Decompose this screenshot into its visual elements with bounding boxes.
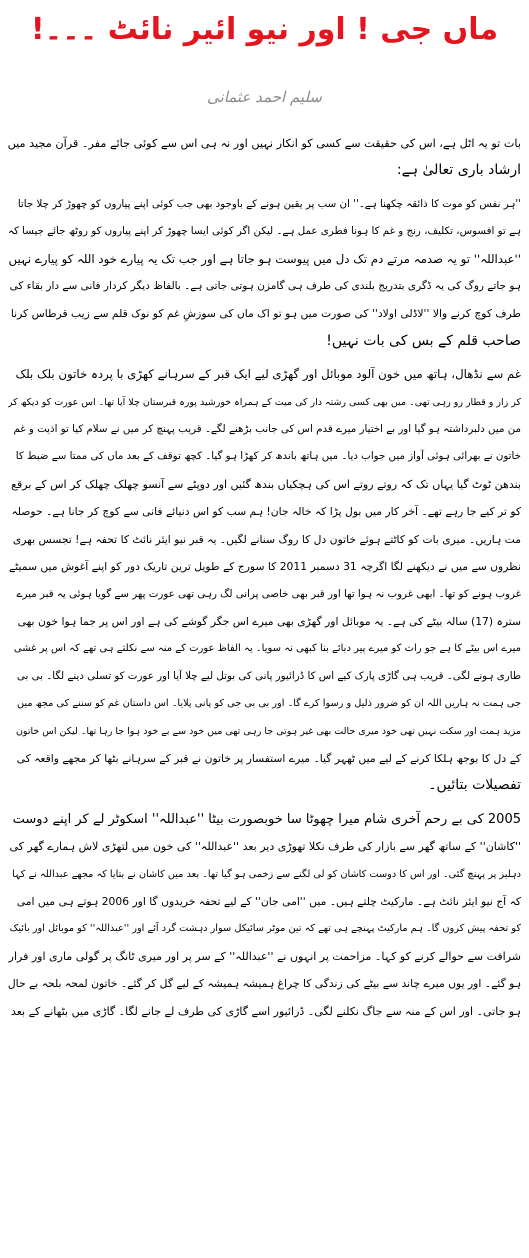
paragraph-line: شرافت سے حوالے کرنے کو کہا۔ مزاحمت پر انہوں نے ''عبداللہ'' کے سر پر اور میری ٹانگ پر گولی ماری اور فرار xyxy=(8,949,521,963)
paragraph xyxy=(8,361,521,800)
paragraph-line: کے دل کا بوجھ ہلکا کرنے کے لیے میں ٹھہر گیا۔ میرے استفسار پر خاتون نے قبر کے سرہانے بٹھا کر مجھے واقعہ کی xyxy=(16,751,521,765)
paragraph-line: ہو جاتی۔ اور اس کے منہ سے جاگ نکلنے لگی۔ ڈرائیور اسے گاڑی کی طرف لے جانے لگا۔ گاڑی میں بٹھانے کے بعد xyxy=(10,1004,521,1018)
paragraph-line: ''ہر نفس کو موت کا ذائقہ چکھنا ہے۔'' ان سب پر یقین ہونے کے باوجود بھی جب کوئی اپنے پیاروں کو چھوڑ کر چلا جاتا xyxy=(17,197,521,210)
paragraph-line: 2005 کی بے رحم آخری شام میرا چھوٹا سا خوبصورت بیٹا ''عبداللہ'' اسکوٹر لے کر اپنے دوست xyxy=(12,811,521,827)
paragraph-line: بات تو یہ اٹل ہے، اس کی حقیقت سے کسی کو انکار نہیں اور نہ ہی اس سے کوئی جائے مفر۔ قرآن مجید میں xyxy=(8,137,521,150)
author-byline: سلیم احمد عثمانی xyxy=(207,88,322,106)
paragraph-line: مت ہاریں۔ میری بات کو کاٹتے ہوئے خاتون دل کا روگ سنانے لگیں۔ یہ قبر نیو ایئر نائٹ کا تحفہ ہے! تجسس بھری xyxy=(12,532,521,546)
paragraph-line: بندھن ٹوٹ گیا یہاں تک کہ روتے روتے اس کی ہچکیاں بندھ گئیں اور دوپٹے سے آنسو چھلک چھلک کر اس کے برقع xyxy=(11,477,521,491)
paragraph-line: ارشاد باری تعالیٰ ہے: xyxy=(396,162,521,179)
paragraph-line: کر زار و قطار رو رہی تھی۔ میں بھی کسی رشتہ دار کی میت کے ہمراہ خورشید پورہ قبرستان چلا آیا تھا۔ اس عورت کو دیکھ کر xyxy=(8,396,521,408)
paragraph-line: طرف کوچ کرنے والا ''لاڈلی اولاد'' کی صورت میں ہو تو اک ماں کی سوزشِ غم کو نوک قلم سے زیب قرطاس کرنا xyxy=(10,307,521,321)
paragraph-line: جی ہمت نہ ہاریں اللہ ان کو ضرور ذلیل و رسوا کرے گا۔ اور بی بی جی کو پانی پلایا۔ اس داستان غم کو سننے کی مجھ میں xyxy=(16,698,521,710)
paragraph-line: ہو گئے۔ اور یوں میرے چاند سے بیٹے کی زندگی کا چراغ ہمیشہ ہمیشہ کے لیے گل کر گئے۔ خاتون لمحہ بلحہ بے حال xyxy=(8,977,521,991)
paragraph-line: میرے اس بیٹے کا ہے جو رات کو میرے پیر دبائے بنا کبھی نہ سویا۔ یہ الفاظ عورت کے منہ سے نکلتے ہی تھے کہ اس پر غشی xyxy=(13,643,521,655)
paragraph-line: سترہ (17) سالہ بیٹے کی ہے۔ یہ موبائل اور گھڑی بھی میرے اس جگر گوشے کی ہے اور اس پر جما ہوا خون بھی xyxy=(17,614,521,628)
paragraph xyxy=(8,130,521,185)
paragraph-line: نظروں سے میں نے دیکھنے لگا اگرچہ 31 دسمبر 2011 کا سورج کے طویل ترین تاریک دور کو اپنے آغوش میں سمیٹے xyxy=(8,560,521,574)
paragraph-line: صاحب قلم کے بس کی بات نہیں! xyxy=(326,332,521,349)
paragraph-line: تفصیلات بتائیں۔ xyxy=(428,777,521,794)
paragraph-line: کو تحفہ پیش کروں گا۔ ہم مارکیٹ پہنچے ہی تھے کہ تین موٹر سائیکل سوار دہشت گرد آئے اور ''عبداللہ'' کو موبائل اور بائیک xyxy=(9,923,521,935)
paragraph-line: کو تر کیے جا رہے تھے۔ آخر کار میں بول پڑا کہ خالہ جان! ہم سب کو اس دنیائے فانی سے کوچ کر جانا ہے۔ حوصلہ xyxy=(11,505,521,519)
article-title: ماں جی ! اور نیو ائیر نائٹ ۔۔۔! xyxy=(30,12,499,47)
paragraph xyxy=(8,806,521,1025)
paragraph-line: کہ آج نیو ایئر نائٹ ہے۔ مارکیٹ چلتے ہیں۔ میں ''امی جان'' کے لیے تحفہ خریدوں گا اور 2006 ہوتے ہی میں امی xyxy=(16,894,521,908)
paragraph-line: ہے تو افسوس، تکلیف، رنج و غم کا ہونا فطری عمل ہے۔ لیکن اگر کوئی ایسا چھوڑ کر اپنے پیاروں کو روٹھ جائے جیسا کہ xyxy=(8,225,521,238)
paragraph-line: خاتون نے بھرائی ہوئی آواز میں جواب دیا۔ میں ہاتھ باندھ کر کھڑا ہو گیا۔ کچھ توقف کے بعد ماں کی ممتا سے ضبط کا xyxy=(15,450,521,463)
paragraph-line: دہلیز پر پہنچ گئی۔ اور اس کا دوست کاشان کو لی لگنے سے زخمی ہو گیا تھا۔ بعد میں کاشان نے بتایا کہ مجھے عبداللہ نے کہا xyxy=(12,868,521,880)
paragraph-line: غروب ہونے کو تھا۔ ابھی غروب نہ ہوا تھا اور قبر بھی خاصی پرانی لگ رہی تھی عورت پھر سے گویا ہوئی یہ قبر میرے xyxy=(16,587,521,600)
article-body xyxy=(8,130,521,1031)
paragraph-line: ''عبداللہ'' تو یہ صدمہ مرتے دم تک دل میں پیوست ہو جاتا ہے اور جب تک یہ پیارے خود اللہ کو پیارے نہیں xyxy=(8,251,521,266)
paragraph-line: من میں دلبرداشتہ ہو گیا اور بے اختیار میرے قدم اس کی جانب بڑھنے لگے۔ قریب پہنچ کر میں نے سلام کیا تو اذیت و غم xyxy=(13,423,521,436)
paragraph xyxy=(8,191,521,355)
paragraph-line: ہو جاتے روگ کی یہ ڈگری بتدریج بلندی کی طرف ہی گامزن ہوتی جاتی ہے۔ بالفاظ دیگر کردار فانی سے دار بقاء کی xyxy=(9,280,521,293)
paragraph-line: غم سے نڈھال، ہاتھ میں خون آلود موبائل اور گھڑی لیے ایک قبر کے سرہانے کھڑی با پردہ خاتون بلک بلک xyxy=(15,367,521,382)
paragraph-line: طاری ہونے لگی۔ قریب ہی گاڑی پارک کیے اس کا ڈرائیور پانی کی بوتل لیے چلا آیا اور عورت کو تسلی دینے لگا۔ بی بی xyxy=(16,669,521,682)
paragraph-line: مزید ہمت اور سکت نہیں تھی خود میری حالت بھی غیر ہوتی جا رہی تھی میں خود سے بے خود ہوا جا رہا تھا۔ لیکن اس خاتون xyxy=(15,725,521,737)
paragraph-line: ''کاشان'' کے ساتھ گھر سے بازار کی طرف نکلا تھوڑی دیر بعد ''عبداللہ'' کی خون میں لتھڑی لاش ہمارے گھر کی xyxy=(9,840,521,854)
